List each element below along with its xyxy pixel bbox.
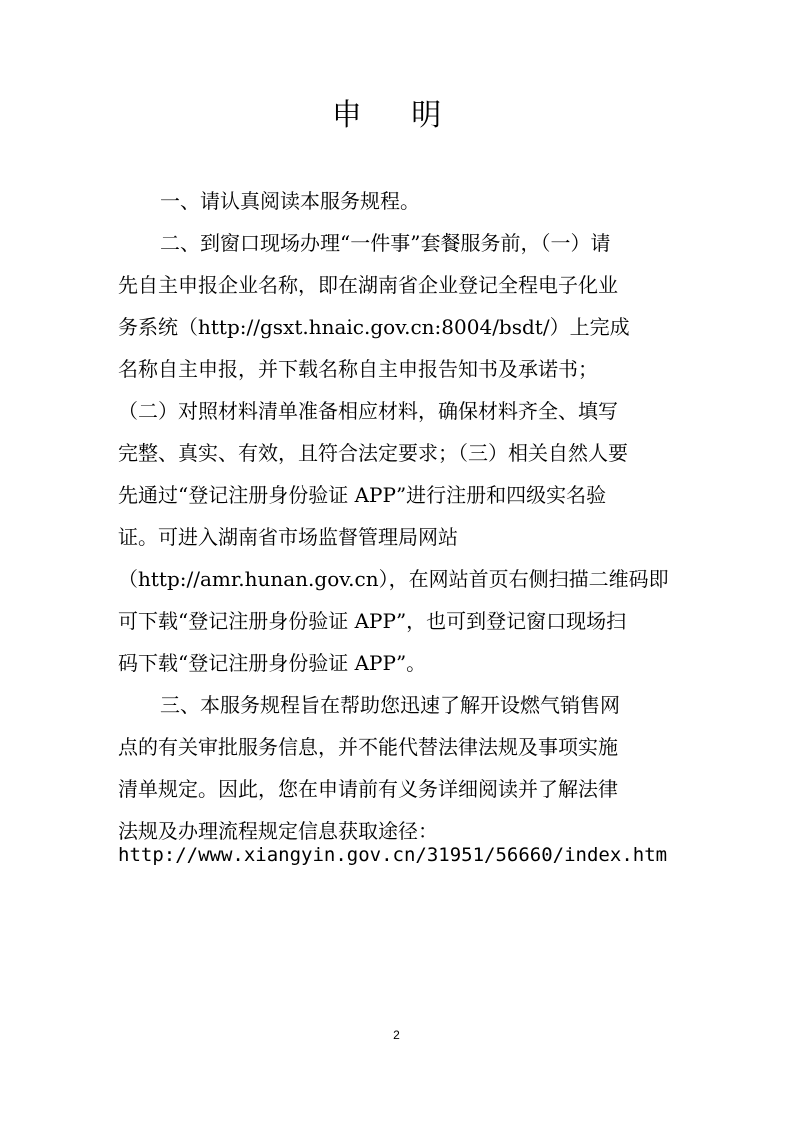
paragraph-3-line: 清单规定。因此，您在申请前有义务详细阅读并了解法律 (118, 777, 618, 801)
paragraph-3-line: 点的有关审批服务信息，并不能代替法律法规及事项实施 (118, 735, 618, 759)
info-url-link[interactable]: http://www.xiangyin.gov.cn/31951/56660/index.htm (118, 844, 668, 866)
paragraph-2-line: 先通过“登记注册身份验证 APP”进行注册和四级实名验 (118, 483, 607, 507)
paragraph-3-line: 三、本服务规程旨在帮助您迅速了解开设燃气销售网 (160, 693, 620, 717)
paragraph-2-line: （http://amr.hunan.gov.cn），在网站首页右侧扫描二维码即 (118, 567, 669, 591)
paragraph-2-line: （二）对照材料清单准备相应材料，确保材料齐全、填写 (118, 399, 618, 423)
paragraph-2-line: 码下载“登记注册身份验证 APP”。 (118, 651, 427, 675)
paragraph-3-line: 法规及办理流程规定信息获取途径： (118, 819, 438, 843)
paragraph-2-line: 名称自主申报，并下载名称自主申报告知书及承诺书； (118, 357, 598, 381)
paragraph-2-line: 先自主申报企业名称，即在湖南省企业登记全程电子化业 (118, 273, 618, 297)
paragraph-2-line: 可下载“登记注册身份验证 APP”，也可到登记窗口现场扫 (118, 609, 627, 633)
page-number: 2 (393, 1028, 400, 1042)
paragraph-2-line: 完整、真实、有效，且符合法定要求；（三）相关自然人要 (118, 441, 628, 465)
paragraph-2-line: 二、到窗口现场办理“一件事”套餐服务前，（一）请 (160, 231, 611, 255)
paragraph-2-line: 证。可进入湖南省市场监督管理局网站 (118, 525, 458, 549)
paragraph-2-line: 务系统（http://gsxt.hnaic.gov.cn:8004/bsdt/）上完成 (118, 315, 630, 339)
page-title: 申 明 (331, 98, 462, 133)
paragraph-1-line: 一、请认真阅读本服务规程。 (160, 189, 420, 213)
